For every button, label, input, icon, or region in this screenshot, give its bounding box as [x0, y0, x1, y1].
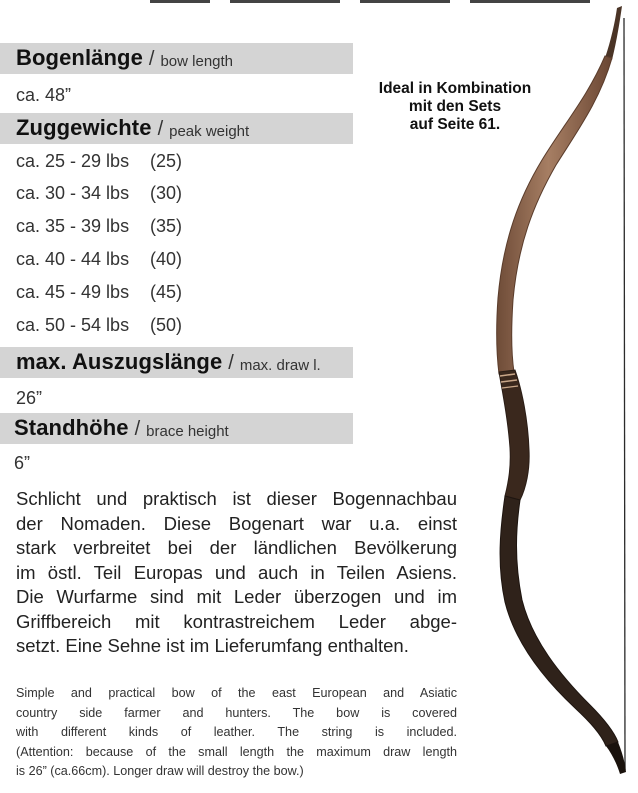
description-line: with different kinds of leather. The string is included. [16, 725, 457, 739]
bow-length-label-en: bow length [160, 53, 234, 70]
peak-weight-label-en: peak weight [169, 123, 250, 140]
lower-limb [500, 496, 618, 746]
description-line: stark verbreitet bei der ländlichen Bevölkerung [16, 537, 457, 558]
bow-grip [499, 370, 529, 500]
weight-range: ca. 45 - 49 lbs [16, 282, 130, 302]
label-separator: / [148, 48, 155, 70]
description-line: (Attention: because of the small length the maximum draw length [16, 744, 457, 759]
bow-length-label-de: Bogenlänge [16, 45, 143, 70]
description-line: setzt. Eine Sehne ist im Lieferumfang enthalten. [16, 635, 409, 656]
max-draw-label-de: max. Auszugslänge [16, 349, 223, 374]
description-line: country side farmer and hunters. The bow is covered [16, 705, 457, 720]
description-line: der Nomaden. Diese Bogenart war u.a. einst [16, 512, 457, 534]
label-separator: / [134, 418, 141, 440]
upper-limb-tip [605, 6, 622, 60]
note-line: Ideal in Kombination [378, 80, 532, 97]
note-line: mit den Sets [408, 98, 502, 115]
lower-limb-tip [606, 742, 626, 774]
weight-range: ca. 30 - 34 lbs [16, 183, 130, 203]
weight-code: (50) [150, 315, 183, 335]
weight-code: (40) [150, 249, 183, 269]
bow-length-value: ca. 48” [16, 85, 72, 105]
weight-code: (45) [150, 282, 183, 302]
weight-range: ca. 50 - 54 lbs [16, 315, 130, 335]
upper-limb [497, 56, 612, 374]
max-draw-label-en: max. draw l. [239, 357, 321, 374]
peak-weight-label-de: Zuggewichte [16, 115, 152, 140]
note-line: auf Seite 61. [409, 116, 501, 133]
bow-string [624, 18, 625, 770]
brace-height-value: 6” [14, 453, 31, 473]
label-separator: / [157, 118, 164, 140]
weight-range: ca. 40 - 44 lbs [16, 249, 130, 269]
description-line: Simple and practical bow of the east European and Asiatic [16, 686, 457, 700]
weight-range: ca. 25 - 29 lbs [16, 151, 130, 171]
description-line: im östl. Teil Europas und auch in Teilen Asiens. [16, 561, 457, 583]
description-line: Die Wurfarme sind mit Leder überzogen und im [16, 586, 457, 607]
weight-code: (35) [150, 216, 183, 236]
weight-range: ca. 35 - 39 lbs [16, 216, 130, 236]
weight-code: (25) [150, 151, 183, 171]
brace-height-label-en: brace height [146, 423, 229, 440]
max-draw-value: 26” [16, 388, 43, 408]
brace-height-label-de: Standhöhe [14, 415, 129, 440]
description-line: is 26” (ca.66cm). Longer draw will destroy the bow.) [16, 764, 304, 778]
label-separator: / [228, 352, 234, 374]
description-line: Schlicht und praktisch ist dieser Bogennachbau [16, 488, 457, 509]
weight-code: (30) [150, 183, 183, 203]
description-line: Griffbereich mit kontrastreichem Leder abge- [16, 610, 457, 632]
